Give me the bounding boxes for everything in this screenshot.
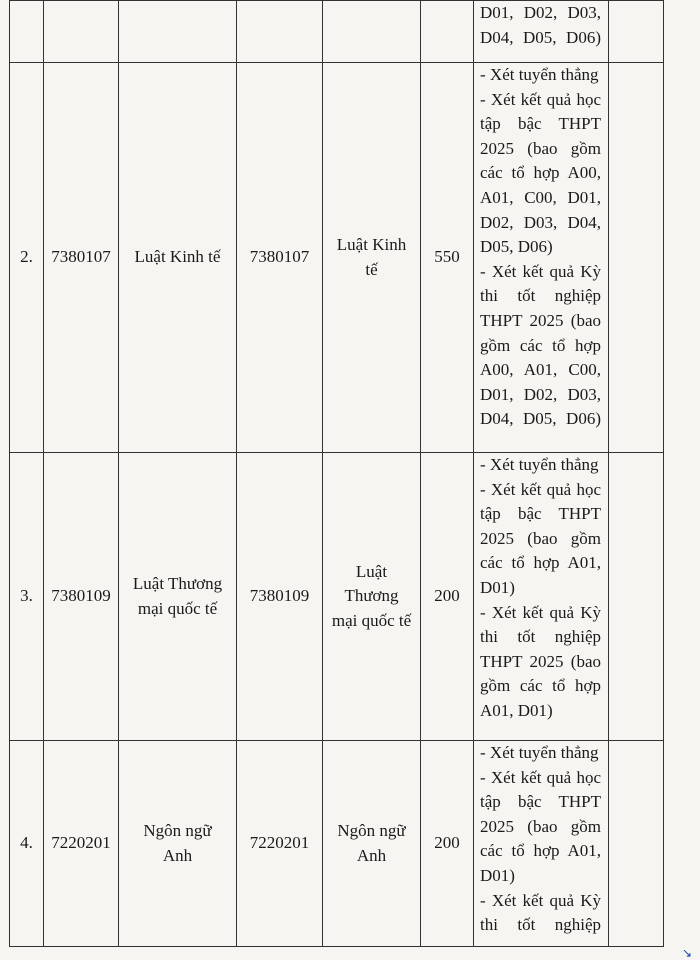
admission-method-cell xyxy=(474,63,609,453)
major-name-line: Ngôn ngữ xyxy=(143,820,212,840)
quota-cell: 200 xyxy=(421,453,474,741)
program-name-line: Anh xyxy=(356,845,387,865)
program-name-cell xyxy=(323,741,421,947)
method-line: D01) xyxy=(480,865,515,885)
method-line: - Xét tuyển thẳng xyxy=(480,455,599,474)
table-row xyxy=(10,63,664,453)
method-line: A00, A01, C00, xyxy=(480,360,601,380)
stt-cell xyxy=(10,1,44,63)
program-code-cell: 7380107 xyxy=(237,63,323,453)
method-line: - Xét kết quả học xyxy=(480,89,601,109)
method-line: tập bậc THPT xyxy=(480,504,601,524)
notes-cell xyxy=(609,453,664,741)
method-line: - Xét kết quả Kỳ xyxy=(480,602,601,622)
stt-cell: 3. xyxy=(10,453,44,741)
method-line: gồm các tổ hợp xyxy=(480,335,601,355)
program-name-line: Thương xyxy=(344,586,399,606)
method-line: THPT 2025 (bao xyxy=(480,651,601,671)
method-line: 2025 (bao gồm xyxy=(480,528,601,548)
table-row xyxy=(10,741,664,947)
major-name-line: mại quốc tế xyxy=(137,598,218,618)
admissions-table xyxy=(9,0,664,947)
program-code-cell xyxy=(237,1,323,63)
method-line: D01) xyxy=(480,577,515,597)
method-line: thi tốt nghiệp xyxy=(480,915,601,935)
method-line: D01, D02, D03, xyxy=(480,384,601,404)
method-line: D01, D02, D03, xyxy=(480,3,601,22)
program-name-line: Ngôn ngữ xyxy=(337,820,406,840)
program-name-line: mại quốc tế xyxy=(331,610,412,630)
method-line: - Xét tuyển thẳng xyxy=(480,743,599,762)
major-name-cell: Luật Kinh tế xyxy=(119,63,237,453)
method-line: A01, C00, D01, xyxy=(480,187,601,207)
quota-cell: 550 xyxy=(421,63,474,453)
notes-cell xyxy=(609,1,664,63)
program-code-cell: 7220201 xyxy=(237,741,323,947)
admission-method-cell xyxy=(474,453,609,741)
major-name-cell xyxy=(119,1,237,63)
program-name-line: tế xyxy=(365,259,378,279)
table-row xyxy=(10,453,664,741)
method-line: 2025 (bao gồm xyxy=(480,138,601,158)
major-code-cell: 7380109 xyxy=(44,453,119,741)
admission-method-cell xyxy=(474,741,609,947)
method-line: D05, D06) xyxy=(480,237,553,257)
method-line: các tổ hợp A01, xyxy=(480,553,601,573)
method-line: THPT 2025 (bao xyxy=(480,310,601,330)
notes-cell xyxy=(609,63,664,453)
major-name-line: Luật Thương xyxy=(132,573,223,593)
notes-cell xyxy=(609,741,664,947)
method-line: các tổ hợp A01, xyxy=(480,841,601,861)
major-code-cell: 7220201 xyxy=(44,741,119,947)
major-name-cell xyxy=(119,453,237,741)
admission-method-cell xyxy=(474,1,609,63)
method-line: - Xét tuyển thẳng xyxy=(480,65,599,84)
method-line: - Xét kết quả học xyxy=(480,479,601,499)
method-line: gồm các tổ hợp xyxy=(480,676,601,696)
quota-cell xyxy=(421,1,474,63)
quota-cell: 200 xyxy=(421,741,474,947)
major-name-line: Anh xyxy=(162,845,193,865)
method-line: các tổ hợp A00, xyxy=(480,163,601,183)
table-row xyxy=(10,1,664,63)
stt-cell: 2. xyxy=(10,63,44,453)
major-code-cell: 7380107 xyxy=(44,63,119,453)
method-line: D02, D03, D04, xyxy=(480,212,601,232)
method-line: - Xét kết quả Kỳ xyxy=(480,261,601,281)
program-code-cell: 7380109 xyxy=(237,453,323,741)
method-line: A01, D01) xyxy=(480,700,553,720)
method-line: tập bậc THPT xyxy=(480,114,601,134)
method-line: - Xét kết quả học xyxy=(480,767,601,787)
major-name-cell xyxy=(119,741,237,947)
method-line: - Xét kết quả Kỳ xyxy=(480,890,601,910)
program-name-line: Luật Kinh xyxy=(336,234,407,254)
method-line: D04, D05, D06) xyxy=(480,409,601,429)
method-line: thi tốt nghiệp xyxy=(480,627,601,647)
program-name-line: Luật xyxy=(355,561,388,581)
stt-cell: 4. xyxy=(10,741,44,947)
program-name-cell xyxy=(323,63,421,453)
major-code-cell xyxy=(44,1,119,63)
ink-mark-icon: ↘ xyxy=(682,946,693,960)
method-line: D04, D05, D06) xyxy=(480,27,601,47)
method-line: 2025 (bao gồm xyxy=(480,816,601,836)
program-name-cell xyxy=(323,453,421,741)
method-line: thi tốt nghiệp xyxy=(480,286,601,306)
method-line: tập bậc THPT xyxy=(480,792,601,812)
program-name-cell xyxy=(323,1,421,63)
